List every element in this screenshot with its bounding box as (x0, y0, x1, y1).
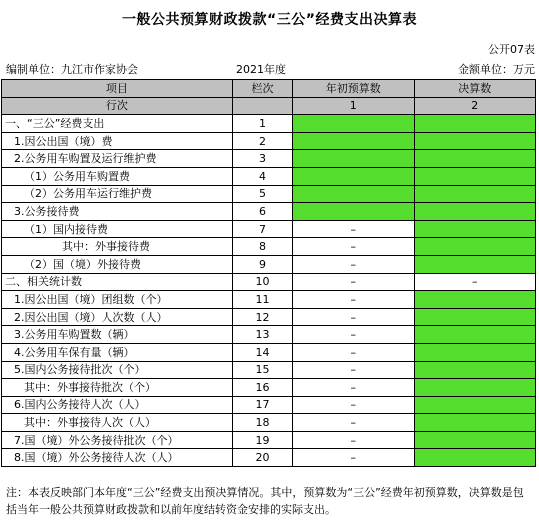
final-cell (414, 396, 535, 414)
row-item-label: 2.公务用车购置及运行维护费 (14, 152, 157, 166)
row-number: 17 (232, 396, 292, 414)
final-cell (414, 379, 535, 397)
reporting-unit: 编制单位：九江市作家协会 (6, 63, 138, 76)
budget-cell (293, 150, 414, 168)
row-item (2, 238, 233, 256)
final-cell (414, 308, 535, 326)
final-cell (414, 220, 535, 238)
row-item (2, 203, 233, 221)
table-row (2, 308, 536, 326)
budget-cell (293, 167, 414, 185)
final-cell (414, 361, 535, 379)
budget-cell (293, 115, 414, 133)
header-row (2, 80, 536, 98)
header-item: 项目 (2, 80, 233, 98)
final-cell (414, 150, 535, 168)
table-row (2, 150, 536, 168)
row-item (2, 449, 233, 467)
final-cell (414, 449, 535, 467)
row-number: 8 (232, 238, 292, 256)
row-number: 4 (232, 167, 292, 185)
table-row (2, 132, 536, 150)
row-number: 10 (232, 273, 292, 291)
budget-cell (293, 185, 414, 203)
row-item (2, 343, 233, 361)
row-item-label: （2）国（境）外接待费 (24, 257, 141, 271)
row-item-label: 3.公务接待费 (14, 204, 80, 218)
row-number: 15 (232, 361, 292, 379)
row-number: 18 (232, 414, 292, 432)
table-row (2, 414, 536, 432)
row-item (2, 273, 233, 291)
final-cell (414, 203, 535, 221)
header-no: 栏次 (232, 80, 292, 98)
table-row (2, 167, 536, 185)
budget-cell: – (293, 255, 414, 273)
budget-cell: – (293, 238, 414, 256)
row-item-label: 1.因公出国（境）团组数（个） (14, 292, 168, 306)
row-item (2, 414, 233, 432)
table-row (2, 255, 536, 273)
row-number: 16 (232, 379, 292, 397)
row-item (2, 308, 233, 326)
table-row (2, 238, 536, 256)
row-item-label: 其中：外事接待批次（个） (24, 380, 156, 394)
budget-cell: – (293, 396, 414, 414)
column-index-row (2, 97, 536, 115)
table-row (2, 379, 536, 397)
row-number: 14 (232, 343, 292, 361)
table-row (2, 203, 536, 221)
final-cell (414, 291, 535, 309)
row-item (2, 291, 233, 309)
row-label: 行次 (2, 97, 233, 115)
budget-cell (293, 132, 414, 150)
final-cell (414, 167, 535, 185)
row-item (2, 132, 233, 150)
row-item-label: （2）公务用车运行维护费 (24, 187, 152, 201)
page-title: 一般公共预算财政拨款“三公”经费支出决算表 (122, 12, 417, 28)
row-number: 2 (232, 132, 292, 150)
final-cell (414, 238, 535, 256)
row-item (2, 115, 233, 133)
row-item (2, 361, 233, 379)
row-item-label: 7.国（境）外公务接待批次（个） (14, 433, 179, 447)
row-item-label: 一、“三公”经费支出 (5, 116, 105, 130)
table-row (2, 449, 536, 467)
budget-cell: – (293, 449, 414, 467)
table-row (2, 431, 536, 449)
final-col-number: 2 (414, 97, 535, 115)
expenditure-table (1, 79, 536, 467)
row-item (2, 185, 233, 203)
row-item (2, 255, 233, 273)
budget-cell: – (293, 326, 414, 344)
budget-cell (293, 203, 414, 221)
table-row (2, 343, 536, 361)
row-number: 19 (232, 431, 292, 449)
meta-line (0, 61, 539, 77)
final-cell (414, 185, 535, 203)
row-item-label: 其中：外事接待人次（人） (24, 416, 156, 430)
row-number: 13 (232, 326, 292, 344)
row-number: 12 (232, 308, 292, 326)
row-item-label: 2.因公出国（境）人次数（人） (14, 310, 168, 324)
final-cell (414, 343, 535, 361)
budget-cell: – (293, 431, 414, 449)
row-item (2, 150, 233, 168)
row-number: 11 (232, 291, 292, 309)
fiscal-year: 2021年度 (236, 63, 286, 76)
footnote: 注：本表反映部门本年度“三公”经费支出预决算情况。其中，预算数为“三公”经费年初预算数，决算数是包括当年一般公共预算财政拨款和以前年度结转资金安排的实际支出。 (6, 486, 524, 516)
budget-cell: – (293, 361, 414, 379)
row-item-label: （1）公务用车购置费 (24, 169, 130, 183)
budget-col-number: 1 (293, 97, 414, 115)
table-row (2, 326, 536, 344)
row-item (2, 431, 233, 449)
budget-cell: – (293, 273, 414, 291)
final-cell (414, 115, 535, 133)
row-number: 7 (232, 220, 292, 238)
row-number: 9 (232, 255, 292, 273)
budget-cell: – (293, 343, 414, 361)
table-row (2, 273, 536, 291)
row-item-label: 1.因公出国（境）费 (14, 134, 113, 148)
budget-cell: – (293, 220, 414, 238)
header-budget: 年初预算数 (293, 80, 414, 98)
row-number: 6 (232, 203, 292, 221)
form-code: 公开07表 (488, 43, 535, 56)
row-item-label: （1）国内接待费 (24, 222, 108, 236)
final-cell (414, 326, 535, 344)
table-row (2, 115, 536, 133)
table-row (2, 291, 536, 309)
row-item-label: 3.公务用车购置数（辆） (14, 328, 135, 342)
row-item-label: 其中：外事接待费 (62, 240, 150, 254)
row-item (2, 396, 233, 414)
table-row (2, 361, 536, 379)
row-label-blank (232, 97, 292, 115)
final-cell (414, 255, 535, 273)
row-item-label: 二、相关统计数 (5, 275, 82, 289)
budget-cell: – (293, 379, 414, 397)
row-item (2, 379, 233, 397)
row-item (2, 167, 233, 185)
budget-cell: – (293, 291, 414, 309)
final-cell (414, 431, 535, 449)
final-cell: – (414, 273, 535, 291)
table-row (2, 220, 536, 238)
row-number: 3 (232, 150, 292, 168)
final-cell (414, 132, 535, 150)
row-item-label: 5.国内公务接待批次（个） (14, 363, 146, 377)
table-row (2, 185, 536, 203)
currency-unit: 金额单位：万元 (458, 63, 535, 76)
row-number: 1 (232, 115, 292, 133)
budget-cell: – (293, 308, 414, 326)
row-item (2, 220, 233, 238)
header-final: 决算数 (414, 80, 535, 98)
row-number: 20 (232, 449, 292, 467)
row-number: 5 (232, 185, 292, 203)
final-cell (414, 414, 535, 432)
table-row (2, 396, 536, 414)
row-item-label: 8.国（境）外公务接待人次（人） (14, 451, 179, 465)
budget-cell: – (293, 414, 414, 432)
row-item-label: 4.公务用车保有量（辆） (14, 345, 135, 359)
row-item (2, 326, 233, 344)
row-item-label: 6.国内公务接待人次（人） (14, 398, 146, 412)
